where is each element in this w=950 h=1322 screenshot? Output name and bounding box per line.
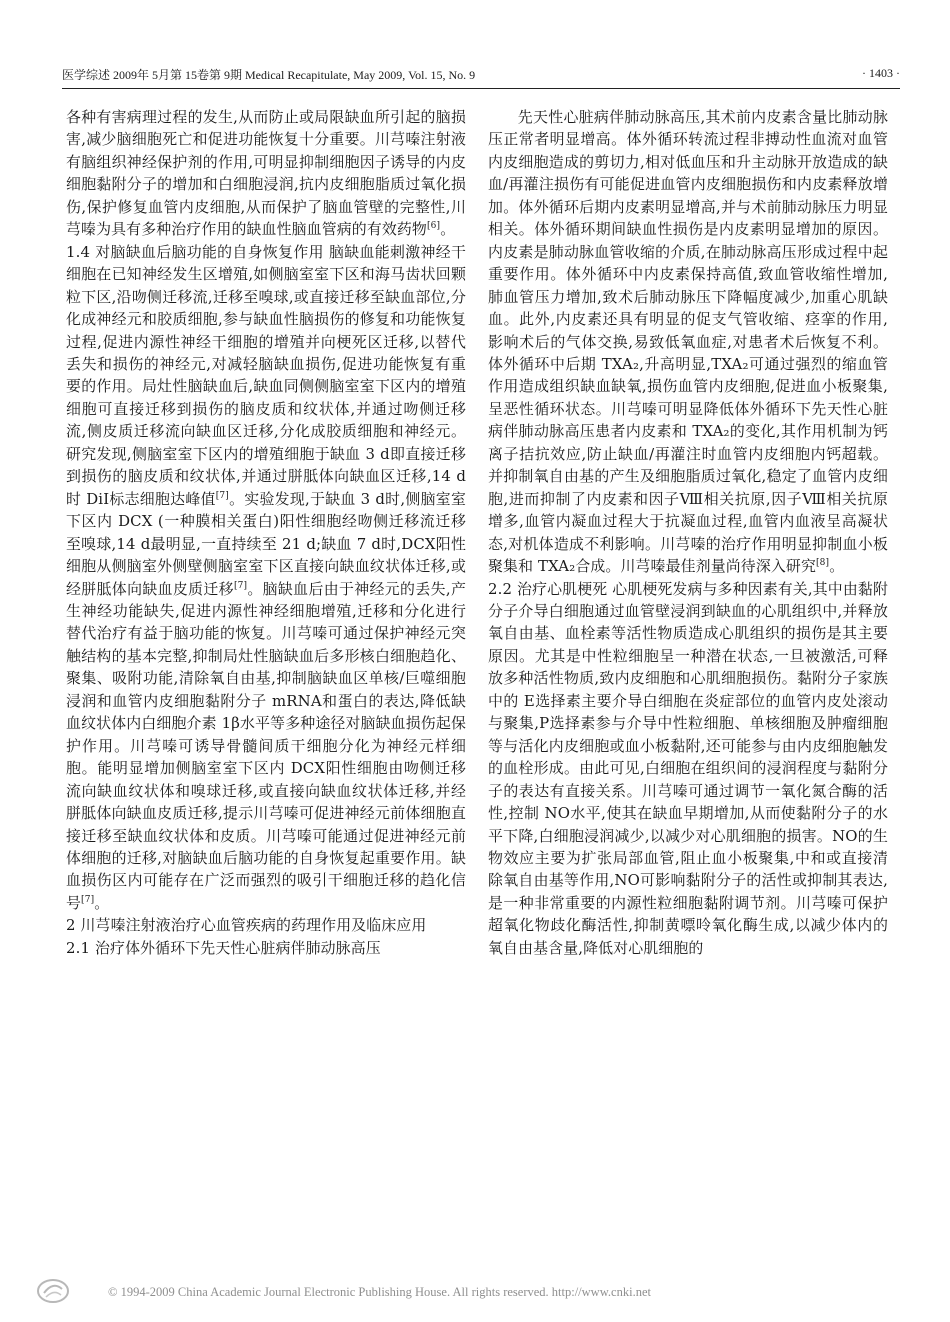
section-2-1-heading: 2.1 治疗体外循环下先天性心脏病伴肺动脉高压	[66, 938, 381, 957]
citation-ref: [6]	[426, 221, 441, 232]
right-column	[488, 106, 888, 959]
copyright-text: © 1994-2009 China Academic Journal Electronic Publishing House. All rights reserved. http://www.cnki.net	[108, 1285, 651, 1299]
section-1-4: 1.4 对脑缺血后脑功能的自身恢复作用 脑缺血能刺激神经干细胞在已知神经发生区增殖,如侧脑室室下区和海马齿状回颗粒下区,沿吻侧迁移流,迁移至嗅球,或直接迁移至缺血部位,分化成神经元和胶质细胞,参与缺血性脑损伤的修复和功能恢复过程,促进内源性神经干细胞的增殖并向梗死区迁移,以替代丢失和损伤的神经元,对减轻脑缺血损伤,促进功能恢复有重要的作用。局灶性脑缺血后,缺血同侧侧脑室室下区内的增殖细胞可直接迁移到损伤的脑皮质和纹状体,并通过吻侧迁移流,侧皮质迁移流向缺血区迁移,分化成胶质细胞和神经元。研究发现,侧脑室室下区内的增殖细胞于缺血 3 d即直接迁移到损伤的脑皮质和纹状体,并通过胼胝体向缺血区迁移,14 d时 DiI标志细胞达峰值[7]。实验发现,于缺血 3 d时,侧脑室室下区内 DCX (一种膜相关蛋白)阳性细胞经吻侧迁移流迁移至嗅球,14 d最明显,一直持续至 21 d;缺血 7 d时,DCX阳性细胞从侧脑室外侧壁侧脑室室下区直接向缺血纹状体迁移,或经胼胝体向缺血皮质迁移[7]。脑缺血后由于神经元的丢失,产生神经功能缺失,促进内源性神经细胞增殖,迁移和分化进行替代治疗有益于脑功能的恢复。川芎嗪可通过保护神经元突触结构的基本完整,抑制局灶性脑缺血后多形核白细胞趋化、聚集、吸附功能,清除氧自由基,抑制脑缺血区单核/巨噬细胞浸润和血管内皮细胞黏附分子 mRNA和蛋白的表达,降低缺血纹状体内白细胞介素 1β水平等多种途径对脑缺血损伤起保护作用。川芎嗪可诱导骨髓间质干细胞分化为神经元样细胞。能明显增加侧脑室室下区内 DCX阳性细胞由吻侧迁移流向缺血纹状体和嗅球迁移,或直接向缺血纹状体迁移,并经胼胝体向缺血皮质迁移,提示川芎嗪可促进神经元前体细胞直接迁移至缺血纹状体和皮质。川芎嗪可能通过促进神经元前体细胞的迁移,对脑缺血后脑功能的自身恢复起重要作用。缺血损伤区内可能存在广泛而强烈的吸引干细胞迁移的趋化信号[7]。	[66, 242, 467, 912]
copyright-footer	[36, 1283, 916, 1307]
paragraph-2-1-body: 先天性心脏病伴肺动脉高压,其术前内皮素含量比肺动脉压正常者明显增高。体外循环转流过程非搏动性血流对血管内皮细胞造成的剪切力,相对低血压和升主动脉开放造成的缺血/再灌注损伤有可能促进血管内皮细胞损伤和内皮素释放增加。体外循环后期内皮素明显增高,并与术前肺动脉压力明显相关。体外循环期间缺血性损伤是内皮素明显增加的原因。内皮素是肺动脉血管收缩的介质,在肺动脉高压形成过程中起重要作用。体外循环中内皮素保持高值,致血管收缩性增加,肺血管压力增加,致术后肺动脉压下降幅度减少,加重心肌缺血。此外,内皮素还具有明显的促支气管收缩、痉挛的作用,影响术后的气体交换,易致低氧血症,对患者术后恢复不利。体外循环中后期 TXA₂,升高明显,TXA₂可通过强烈的缩血管作用造成组织缺血缺氧,损伤血管内皮细胞,促进血小板聚集,呈恶性循环状态。川芎嗪可明显降低体外循环下先天性心脏病伴肺动脉高压患者内皮素和 TXA₂的变化,其作用机制为钙离子拮抗效应,防止缺血/再灌注时血管内皮细胞内钙超载。并抑制氧自由基的产生及细胞脂质过氧化,稳定了血管内皮细胞,进而抑制了内皮素和因子Ⅷ相关抗原,因子Ⅷ相关抗原增多,血管内凝血过程大于抗凝血过程,血管内血液呈高凝状态,对机体造成不利影响。川芎嗪的治疗作用明显抑制血小板聚集和 TXA₂合成。川芎嗪最佳剂量尚待深入研究[8]。	[488, 108, 888, 576]
running-header	[62, 66, 900, 86]
section-2-heading: 2 川芎嗪注射液治疗心血管疾病的药理作用及临床应用	[66, 916, 427, 935]
page-number: · 1403 ·	[862, 66, 900, 80]
section-2-2: 2.2 治疗心肌梗死 心肌梗死发病与多种因素有关,其中由黏附分子介导白细胞通过血管壁浸润到缺血的心肌组织中,并释放氧自由基、血栓素等活性物质造成心肌组织的损伤是其主要原因。尤其是中性粒细胞呈一种潜在状态,一旦被激活,可释放多种活性物质,致内皮细胞和心肌细胞损伤。黏附分子家族中的 E选择素主要介导白细胞在炎症部位的血管内皮处滚动与聚集,P选择素参与介导中性粒细胞、单核细胞及肿瘤细胞等与活化内皮细胞或血小板黏附,还可能参与由内皮细胞触发的血栓形成。由此可见,白细胞在组织间的浸润程度与黏附分子的表达有直接关系。川芎嗪可通过调节一氧化氮合酶的活性,控制 NO水平,使其在缺血早期增加,从而使黏附分子的水平下降,白细胞浸润减少,以减少对心肌细胞的损害。NO的生物效应主要为扩张局部血管,阻止血小板聚集,中和或直接清除氧自由基等作用,NO可影响黏附分子的活性或抑制其表达,是一种非常重要的内源性粒细胞黏附调节剂。川芎嗪可保护超氧化物歧化酶活性,抑制黄嘌呤氧化酶生成,以减少体内的氧自由基含量,降低对心肌细胞的	[488, 579, 888, 957]
citation-ref: [7]	[233, 580, 248, 591]
citation-ref: [8]	[815, 558, 830, 569]
citation-ref: [7]	[81, 894, 95, 905]
journal-citation: 医学综述 2009年 5月第 15卷第 9期 Medical Recapitulate, May 2009, Vol. 15, No. 9	[62, 68, 476, 82]
cnki-logo-icon	[36, 1277, 70, 1305]
header-rule	[62, 88, 900, 89]
citation-ref: [7]	[215, 490, 229, 501]
left-column	[66, 106, 466, 959]
paragraph-continuation: 各种有害病理过程的发生,从而防止或局限缺血所引起的脑损害,减少脑细胞死亡和促进功能恢复十分重要。川芎嗪注射液有脑组织神经保护剂的作用,可明显抑制细胞因子诱导的内皮细胞黏附分子的增加和白细胞浸润,抗内皮细胞脂质过氧化损伤,保护修复血管内皮细胞,从而保护了脑血管壁的完整性,川芎嗪为具有多种治疗作用的缺血性脑血管病的有效药物[6]。	[66, 108, 466, 239]
